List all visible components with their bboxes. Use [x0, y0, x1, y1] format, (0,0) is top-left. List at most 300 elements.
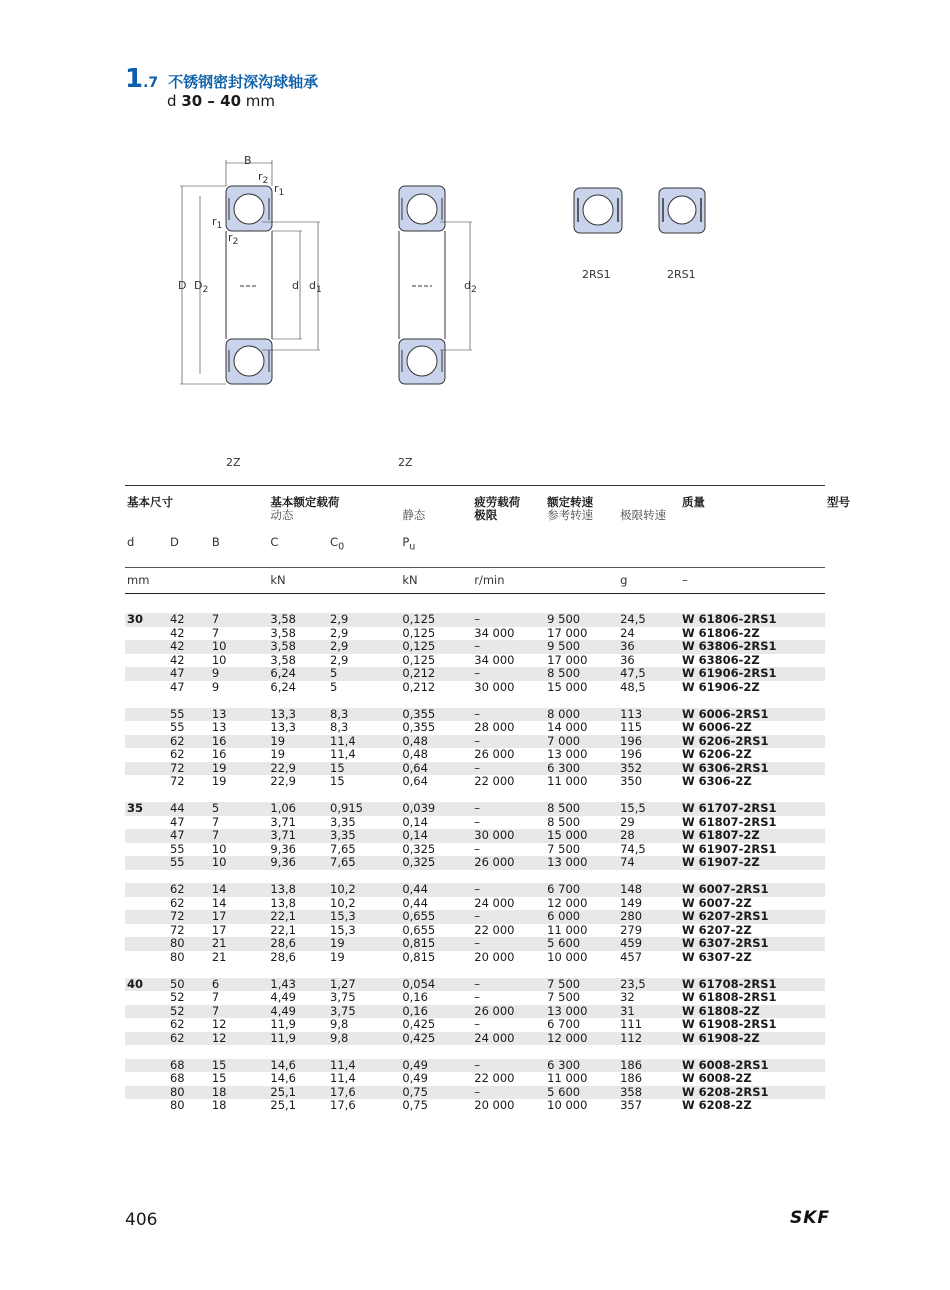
reference-speed-cell: – — [472, 735, 545, 749]
table-row — [125, 721, 850, 735]
mass-cell: 111 — [620, 1017, 643, 1032]
variant-label-2rs1-2: 2RS1 — [667, 268, 696, 281]
table-row — [125, 613, 850, 627]
static-load-cell: 2,9 — [328, 613, 400, 627]
bore-diameter-cell — [125, 1086, 168, 1100]
outer-d-cell: 42 — [169, 652, 185, 667]
brand-logo: SKF — [790, 1208, 831, 1228]
width-b-cell: 21 — [211, 949, 227, 964]
designation-cell: W 6008-2Z — [681, 1071, 752, 1086]
bore-diameter-cell — [125, 1059, 168, 1073]
variant-label-2z-2: 2Z — [398, 456, 413, 469]
outer-d-cell: 62 — [168, 735, 210, 749]
outer-d-cell: 55 — [168, 708, 210, 722]
bore-diameter-cell: 30 — [125, 613, 168, 627]
table-mid-rule — [125, 553, 850, 567]
dynamic-load-cell: 11,9 — [268, 1032, 328, 1046]
table-row — [125, 951, 850, 965]
outer-d-cell: 62 — [168, 1032, 210, 1046]
outer-d-cell: 72 — [168, 910, 210, 924]
designation-cell: W 6207-2Z — [681, 922, 752, 937]
static-load-cell: 1,27 — [328, 978, 400, 992]
width-b-cell: 18 — [211, 1098, 227, 1113]
reference-speed-cell: – — [472, 802, 545, 816]
fatigue-limit-cell: 0,125 — [400, 613, 472, 627]
limiting-speed-cell: 13 000 — [547, 747, 588, 762]
fatigue-limit-cell: 0,655 — [400, 910, 472, 924]
outer-d-cell: 47 — [168, 829, 210, 843]
dynamic-load-cell: 13,8 — [268, 883, 328, 897]
mass-cell: 28 — [618, 829, 680, 843]
header-static-cell: 静态 — [402, 507, 426, 522]
static-load-cell: 11,4 — [330, 747, 356, 762]
limiting-speed-cell: 13 000 — [545, 856, 618, 870]
static-load-cell: 19 — [330, 949, 345, 964]
limiting-speed-cell: 15 000 — [547, 679, 588, 694]
table-row — [125, 1005, 850, 1019]
mass-cell: 15,5 — [618, 802, 680, 816]
static-load-cell: 3,75 — [328, 1005, 400, 1019]
designation-cell: W 61907-2Z — [680, 856, 825, 870]
designation-cell: W 6007-2RS1 — [680, 883, 825, 897]
bore-diameter-cell — [125, 640, 168, 654]
fatigue-limit-cell: 0,14 — [402, 814, 428, 829]
bore-diameter-cell — [125, 829, 168, 843]
fatigue-limit-cell: 0,212 — [400, 667, 472, 681]
label-d2: $d_2$ — [464, 279, 477, 296]
static-load-cell: 2,9 — [330, 625, 349, 640]
table-row — [125, 1072, 850, 1086]
reference-speed-cell: – — [472, 883, 545, 897]
reference-speed-cell: – — [474, 1017, 480, 1032]
static-load-cell: 11,4 — [328, 1059, 400, 1073]
bore-diameter-cell — [125, 667, 168, 681]
designation-cell: W 61908-2Z — [680, 1032, 825, 1046]
designation-cell: W 61806-2Z — [681, 625, 760, 640]
variant-label-2rs1-1: 2RS1 — [582, 268, 611, 281]
outer-d-cell: 62 — [169, 747, 185, 762]
width-b-cell: 10 — [211, 652, 227, 667]
outer-d-cell: 62 — [169, 895, 185, 910]
width-b-cell: 10 — [211, 841, 227, 856]
fatigue-limit-cell: 0,44 — [402, 895, 428, 910]
table-row — [125, 681, 850, 695]
dynamic-load-cell: 14,6 — [270, 1071, 296, 1086]
dynamic-load-cell: 13,8 — [270, 895, 296, 910]
designation-cell: W 61907-2RS1 — [681, 841, 777, 856]
fatigue-limit-cell: 0,48 — [400, 735, 472, 749]
designation-cell: W 6006-2RS1 — [680, 708, 825, 722]
bore-diameter-cell — [125, 1072, 168, 1086]
reference-speed-cell: – — [472, 708, 545, 722]
limiting-speed-cell: 5 600 — [545, 1086, 618, 1100]
mass-cell: 352 — [618, 762, 680, 776]
table-row — [125, 937, 850, 951]
reference-speed-cell: 24 000 — [474, 895, 515, 910]
reference-speed-cell: – — [472, 613, 545, 627]
limiting-speed-cell: 6 700 — [545, 883, 618, 897]
dynamic-load-cell: 3,71 — [268, 829, 328, 843]
bore-range-unit: mm — [245, 92, 276, 110]
limiting-speed-cell: 8 500 — [547, 814, 581, 829]
dynamic-load-cell: 19 — [268, 735, 328, 749]
static-load-cell: 7,65 — [328, 856, 400, 870]
outer-d-cell: 72 — [168, 762, 210, 776]
mass-cell: 23,5 — [618, 978, 680, 992]
bore-diameter-cell — [125, 937, 168, 951]
outer-d-cell: 42 — [168, 613, 210, 627]
fatigue-limit-cell: 0,655 — [402, 922, 436, 937]
table-row — [125, 883, 850, 897]
reference-speed-cell: 20 000 — [474, 1098, 515, 1113]
dynamic-load-cell: 1,06 — [268, 802, 328, 816]
dynamic-load-cell: 22,1 — [268, 910, 328, 924]
reference-speed-cell: – — [472, 910, 545, 924]
limiting-speed-cell: 8 500 — [545, 802, 618, 816]
table-row — [125, 640, 850, 654]
reference-speed-cell: 20 000 — [474, 949, 515, 964]
bore-diameter-cell — [125, 627, 168, 641]
width-b-cell: 7 — [210, 613, 269, 627]
outer-d-cell: 50 — [168, 978, 210, 992]
reference-speed-cell: – — [472, 978, 545, 992]
section-heading — [125, 64, 318, 94]
static-load-cell: 3,75 — [330, 990, 356, 1005]
designation-cell: W 6008-2RS1 — [680, 1059, 825, 1073]
table-row — [125, 829, 850, 843]
label-r1-top: $r_1$ — [274, 182, 285, 199]
outer-d-cell: 68 — [169, 1071, 185, 1086]
width-b-cell: 15 — [211, 1071, 227, 1086]
fatigue-limit-cell: 0,425 — [400, 1032, 472, 1046]
designation-cell: W 6306-2Z — [681, 774, 752, 789]
dynamic-load-cell: 22,1 — [270, 922, 296, 937]
designation-cell: W 6206-2Z — [681, 747, 752, 762]
label-D2: $D_2$ — [194, 279, 209, 296]
limiting-speed-cell: 11 000 — [547, 1071, 588, 1086]
mass-cell: 196 — [620, 747, 643, 762]
unit-mm: mm — [127, 572, 150, 587]
bore-diameter-cell — [125, 735, 168, 749]
reference-speed-cell: 34 000 — [474, 652, 515, 667]
width-b-cell: 6 — [210, 978, 269, 992]
designation-cell: W 6208-2RS1 — [680, 1086, 825, 1100]
limiting-speed-cell: 14 000 — [547, 720, 588, 735]
outer-d-cell: 80 — [168, 937, 210, 951]
dynamic-load-cell: 4,49 — [270, 990, 296, 1005]
limiting-speed-cell: 6 000 — [545, 910, 618, 924]
section-number: 1 — [125, 64, 144, 94]
designation-cell: W 6007-2Z — [681, 895, 752, 910]
reference-speed-cell: – — [472, 762, 545, 776]
designation-cell: W 61807-2Z — [680, 829, 825, 843]
static-load-cell: 17,6 — [328, 1086, 400, 1100]
bore-diameter-cell — [125, 991, 168, 1005]
static-load-cell: 15 — [330, 774, 345, 789]
width-b-cell: 15 — [210, 1059, 269, 1073]
outer-d-cell: 72 — [169, 922, 185, 937]
width-b-cell: 7 — [211, 625, 220, 640]
outer-d-cell: 68 — [168, 1059, 210, 1073]
width-b-cell: 13 — [210, 708, 269, 722]
fatigue-limit-cell: 0,815 — [400, 937, 472, 951]
reference-speed-cell: – — [472, 667, 545, 681]
outer-d-cell: 62 — [169, 1017, 185, 1032]
bore-diameter-cell — [125, 951, 168, 965]
fatigue-limit-cell: 0,49 — [400, 1059, 472, 1073]
static-load-cell: 15,3 — [328, 910, 400, 924]
mass-cell: 113 — [618, 708, 680, 722]
header-designation: 型号 — [827, 494, 850, 509]
table-row — [125, 667, 850, 681]
bearing-data-table — [125, 485, 850, 1113]
bore-diameter-cell — [125, 924, 168, 938]
fatigue-limit-cell: 0,125 — [402, 625, 436, 640]
dynamic-load-cell: 4,49 — [268, 1005, 328, 1019]
limiting-speed-cell: 12 000 — [547, 895, 588, 910]
variant-label-2z-1: 2Z — [226, 456, 241, 469]
outer-d-cell: 80 — [168, 1086, 210, 1100]
limiting-speed-cell: 7 500 — [545, 978, 618, 992]
dynamic-load-cell: 3,58 — [268, 640, 328, 654]
width-b-cell: 5 — [210, 802, 269, 816]
fatigue-limit-cell: 0,16 — [400, 1005, 472, 1019]
bore-diameter-cell — [125, 883, 168, 897]
limiting-speed-cell: 9 500 — [545, 640, 618, 654]
limiting-speed-cell: 7 000 — [545, 735, 618, 749]
table-row — [125, 1086, 850, 1100]
label-r2-top: $r_2$ — [258, 170, 269, 187]
fatigue-limit-cell: 0,125 — [400, 640, 472, 654]
mass-cell: 186 — [620, 1071, 643, 1086]
bearing-drawing-1 — [180, 160, 320, 384]
table-row — [125, 627, 850, 641]
limiting-speed-cell: 15 000 — [545, 829, 618, 843]
reference-speed-cell: 22 000 — [474, 922, 515, 937]
mass-cell: 29 — [620, 814, 635, 829]
table-row — [125, 843, 850, 857]
dynamic-load-cell: 3,71 — [270, 814, 296, 829]
bore-diameter-cell: 40 — [125, 978, 168, 992]
dynamic-load-cell: 3,58 — [270, 652, 296, 667]
designation-cell: W 6006-2Z — [681, 720, 752, 735]
bore-range — [167, 92, 275, 110]
bore-diameter-cell — [125, 681, 168, 695]
seal-section-2 — [659, 188, 705, 233]
table-row — [125, 748, 850, 762]
fatigue-limit-cell: 0,44 — [400, 883, 472, 897]
static-load-cell: 0,915 — [328, 802, 400, 816]
bore-range-value: 30 – 40 — [181, 92, 242, 110]
reference-speed-cell: – — [474, 841, 480, 856]
label-B: B — [244, 154, 252, 167]
outer-d-cell: 55 — [169, 841, 185, 856]
mass-cell: 196 — [618, 735, 680, 749]
static-load-cell: 9,8 — [328, 1032, 400, 1046]
width-b-cell: 13 — [211, 720, 227, 735]
width-b-cell: 17 — [210, 910, 269, 924]
dynamic-load-cell: 19 — [270, 747, 286, 762]
table-row — [125, 1059, 850, 1073]
dynamic-load-cell: 3,58 — [268, 613, 328, 627]
width-b-cell: 18 — [210, 1086, 269, 1100]
dynamic-load-cell: 6,24 — [270, 679, 296, 694]
limiting-speed-cell: 17 000 — [547, 625, 588, 640]
mass-cell: 280 — [618, 910, 680, 924]
mass-cell: 459 — [618, 937, 680, 951]
dynamic-load-cell: 11,9 — [270, 1017, 296, 1032]
designation-cell: W 63806-2RS1 — [680, 640, 825, 654]
fatigue-limit-cell: 0,14 — [400, 829, 472, 843]
static-load-cell: 8,3 — [328, 708, 400, 722]
limiting-speed-cell: 7 500 — [547, 841, 581, 856]
width-b-cell: 10 — [210, 856, 269, 870]
designation-cell: W 61807-2RS1 — [681, 814, 777, 829]
designation-cell: W 6206-2RS1 — [680, 735, 825, 749]
dynamic-load-cell: 25,1 — [270, 1098, 296, 1113]
static-load-cell: 17,6 — [330, 1098, 356, 1113]
unit-g: g — [620, 572, 628, 587]
designation-cell: W 61808-2Z — [680, 1005, 825, 1019]
table-row — [125, 708, 850, 722]
table-row — [125, 735, 850, 749]
table-row — [125, 816, 850, 830]
limiting-speed-cell: 8 500 — [545, 667, 618, 681]
page-number: 406 — [125, 1210, 158, 1230]
reference-speed-cell: 30 000 — [472, 829, 545, 843]
dynamic-load-cell: 6,24 — [268, 667, 328, 681]
width-b-cell: 17 — [211, 922, 227, 937]
symbol-B: B — [211, 534, 220, 549]
dynamic-load-cell: 9,36 — [268, 856, 328, 870]
limiting-speed-cell: 6 300 — [545, 1059, 618, 1073]
mass-cell: 31 — [618, 1005, 680, 1019]
fatigue-limit-cell: 0,325 — [400, 856, 472, 870]
table-body — [125, 613, 850, 1113]
bearing-drawing-2 — [399, 186, 472, 384]
mass-cell: 115 — [620, 720, 643, 735]
static-load-cell: 3,35 — [328, 829, 400, 843]
table-row — [125, 897, 850, 911]
width-b-cell: 19 — [210, 762, 269, 776]
outer-d-cell: 47 — [168, 667, 210, 681]
limiting-speed-cell: 9 500 — [545, 613, 618, 627]
designation-cell: W 63806-2Z — [681, 652, 760, 667]
header-basic-dims: 基本尺寸 — [127, 494, 173, 509]
static-load-cell: 10,2 — [328, 883, 400, 897]
header-mass: 质量 — [681, 494, 705, 509]
static-load-cell: 9,8 — [330, 1017, 349, 1032]
bore-diameter-cell — [125, 856, 168, 870]
outer-d-cell: 55 — [169, 720, 185, 735]
reference-speed-cell: – — [474, 814, 480, 829]
header-load-ratings: 基本额定载荷 动态 — [270, 494, 340, 522]
width-b-cell: 14 — [211, 895, 227, 910]
label-r1-side: $r_1$ — [212, 215, 223, 232]
table-row — [125, 802, 850, 816]
reference-speed-cell: 24 000 — [472, 1032, 545, 1046]
limiting-speed-cell: 6 700 — [547, 1017, 581, 1032]
designation-cell: W 61806-2RS1 — [680, 613, 825, 627]
fatigue-limit-cell: 0,16 — [402, 990, 428, 1005]
dynamic-load-cell: 25,1 — [268, 1086, 328, 1100]
width-b-cell: 19 — [211, 774, 227, 789]
symbol-Pu: $P_u$ — [402, 534, 416, 552]
mass-cell: 32 — [620, 990, 635, 1005]
designation-cell: W 6208-2Z — [681, 1098, 752, 1113]
table-row — [125, 1032, 850, 1046]
mass-cell: 24 — [620, 625, 635, 640]
bore-diameter-cell — [125, 897, 168, 911]
reference-speed-cell: 28 000 — [474, 720, 515, 735]
fatigue-limit-cell: 0,815 — [402, 949, 436, 964]
table-row — [125, 1099, 850, 1113]
reference-speed-cell: 34 000 — [474, 625, 515, 640]
reference-speed-cell: – — [472, 1086, 545, 1100]
table-row — [125, 856, 850, 870]
limiting-speed-cell: 7 500 — [547, 990, 581, 1005]
bore-diameter-cell — [125, 708, 168, 722]
bearing-drawings — [0, 150, 950, 480]
limiting-speed-cell: 10 000 — [547, 949, 588, 964]
table-row — [125, 978, 850, 992]
fatigue-limit-cell: 0,054 — [400, 978, 472, 992]
header-speed: 额定转速 参考转速 — [547, 494, 594, 522]
section-title: 不锈钢密封深沟球轴承 — [168, 73, 319, 91]
outer-d-cell: 55 — [168, 856, 210, 870]
mass-cell: 47,5 — [618, 667, 680, 681]
outer-d-cell: 52 — [169, 990, 185, 1005]
width-b-cell: 12 — [211, 1017, 227, 1032]
static-load-cell: 11,4 — [330, 1071, 356, 1086]
reference-speed-cell: 22 000 — [474, 1071, 515, 1086]
dynamic-load-cell: 9,36 — [270, 841, 296, 856]
width-b-cell: 12 — [210, 1032, 269, 1046]
bore-diameter-cell — [125, 1005, 168, 1019]
dynamic-load-cell: 28,6 — [268, 937, 328, 951]
mass-cell: 36 — [620, 652, 635, 667]
limiting-speed-cell: 5 600 — [545, 937, 618, 951]
outer-d-cell: 47 — [169, 814, 185, 829]
limiting-speed-cell: 17 000 — [547, 652, 588, 667]
dynamic-load-cell: 22,9 — [270, 774, 296, 789]
outer-d-cell: 47 — [169, 679, 185, 694]
fatigue-limit-cell: 0,425 — [402, 1017, 436, 1032]
width-b-cell: 7 — [210, 1005, 269, 1019]
mass-cell: 350 — [620, 774, 643, 789]
outer-d-cell: 80 — [169, 1098, 185, 1113]
fatigue-limit-cell: 0,039 — [400, 802, 472, 816]
width-b-cell: 14 — [210, 883, 269, 897]
fatigue-limit-cell: 0,212 — [402, 679, 436, 694]
fatigue-limit-cell: 0,75 — [402, 1098, 428, 1113]
symbol-d: d — [127, 534, 135, 549]
reference-speed-cell: 30 000 — [474, 679, 515, 694]
outer-d-cell: 52 — [168, 1005, 210, 1019]
width-b-cell: 16 — [210, 735, 269, 749]
mass-cell: 48,5 — [620, 679, 646, 694]
reference-speed-cell: – — [472, 640, 545, 654]
bore-diameter-cell: 35 — [125, 802, 168, 816]
static-load-cell: 11,4 — [328, 735, 400, 749]
fatigue-limit-cell: 0,64 — [400, 762, 472, 776]
mass-cell: 357 — [620, 1098, 643, 1113]
bore-diameter-cell — [125, 843, 168, 857]
unit-kn-fatigue: kN — [402, 572, 418, 587]
reference-speed-cell: – — [474, 990, 480, 1005]
mass-cell: 279 — [620, 922, 643, 937]
designation-cell: W 61707-2RS1 — [680, 802, 825, 816]
